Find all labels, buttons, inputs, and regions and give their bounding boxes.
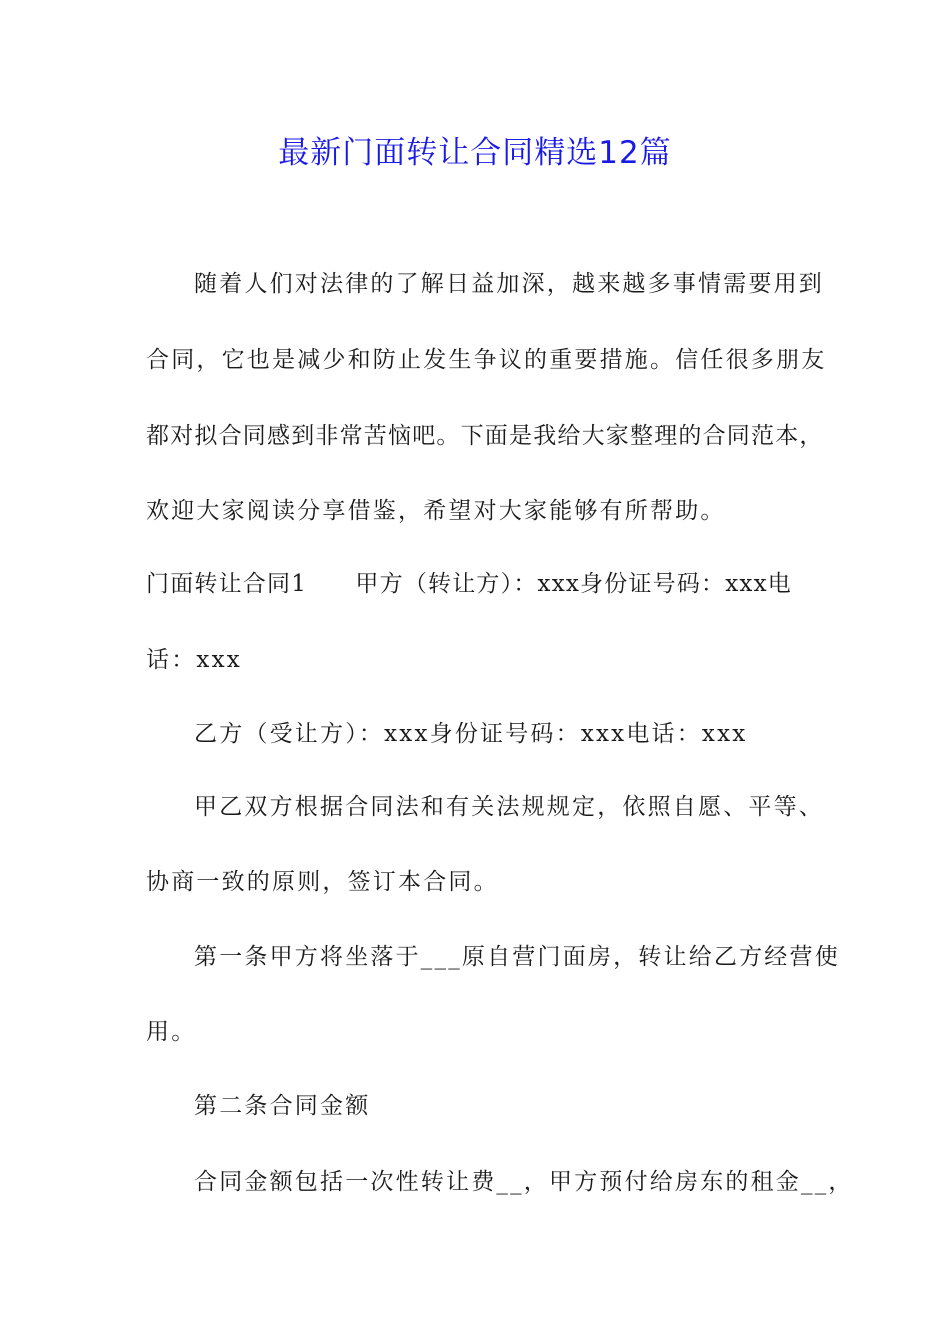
paragraph-line: 协商一致的原则，签订本合同。 <box>146 869 499 895</box>
article-line: 第一条甲方将坐落于___原自营门面房，转让给乙方经营使 <box>194 944 840 970</box>
paragraph-line: 都对拟合同感到非常苦恼吧。下面是我给大家整理的合同范本， <box>146 423 824 449</box>
document-title: 最新门面转让合同精选12篇 <box>278 135 672 171</box>
paragraph-line: 用。 <box>146 1019 197 1045</box>
paragraph-line: 合同，它也是减少和防止发生争议的重要措施。信任很多朋友 <box>146 347 827 373</box>
paragraph-line: 欢迎大家阅读分享借鉴，希望对大家能够有所帮助。 <box>146 498 726 524</box>
paragraph-line: 随着人们对法律的了解日益加深，越来越多事情需要用到 <box>194 271 824 297</box>
contract-heading-line: 门面转让合同1 甲方（转让方）：xxx身份证号码：xxx电 <box>146 571 792 597</box>
paragraph-line: 话：xxx <box>146 647 242 673</box>
article-heading: 第二条合同金额 <box>194 1093 371 1119</box>
paragraph-line: 合同金额包括一次性转让费__，甲方预付给房东的租金__， <box>194 1169 854 1195</box>
paragraph-line: 乙方（受让方）：xxx身份证号码：xxx电话：xxx <box>194 721 748 747</box>
paragraph-line: 甲乙双方根据合同法和有关法规规定，依照自愿、平等、 <box>194 794 824 820</box>
